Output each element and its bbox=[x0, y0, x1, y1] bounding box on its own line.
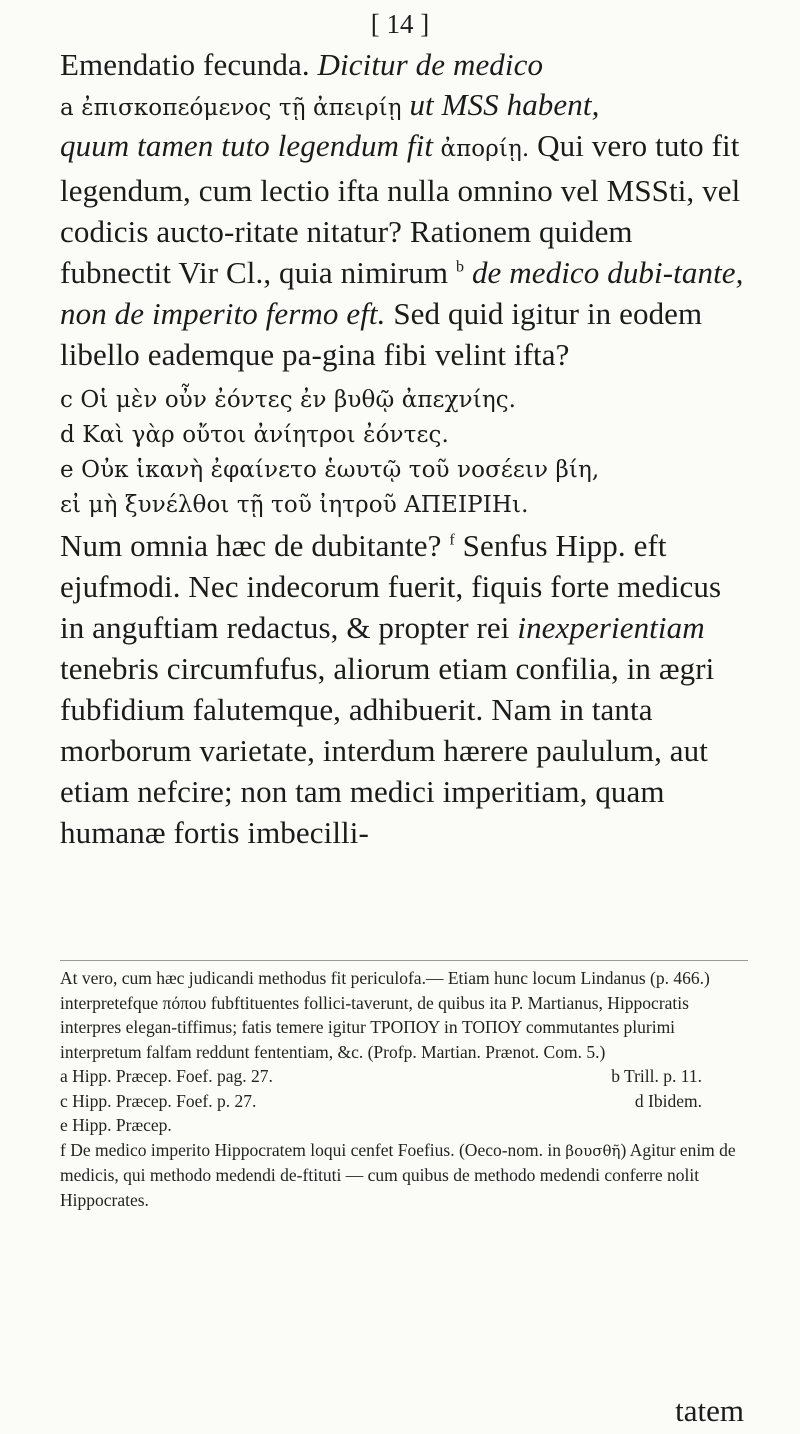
footnote-ref-e: e Hipp. Præcep. bbox=[60, 1115, 172, 1135]
greek-quote-a: a ἐπισκοπεόμενος τῇ ἀπειρίῃ bbox=[60, 95, 402, 121]
footnote-ref-b: b Trill. p. 11. bbox=[611, 1066, 702, 1086]
text-de-medico: de medico dubi-tante, non de imperito fermo eft. bbox=[60, 255, 744, 331]
catchword: tatem bbox=[675, 1393, 744, 1428]
greek-line-a bbox=[60, 88, 748, 125]
footnote-intro bbox=[60, 966, 748, 1064]
paragraph-emendatio bbox=[60, 44, 748, 85]
text-inexperientiam: inexperientiam bbox=[517, 610, 705, 645]
footnote-marker-b: b bbox=[455, 258, 465, 276]
footnote-f-text: f De medico imperito Hippocratem loqui cenfet Foefius. (Oeco-nom. in bbox=[60, 1139, 566, 1160]
text-quum: quum tamen tuto legendum fit bbox=[60, 128, 434, 163]
footnote-f-close: ) bbox=[620, 1139, 627, 1160]
footnote-fatis: fatis temere igitur bbox=[237, 1017, 366, 1037]
greek-quote-d: d Καὶ γὰρ οὔτοι ἀνίητροι ἐόντες. bbox=[60, 422, 449, 448]
footnotes bbox=[60, 966, 748, 1212]
text-dicitur: Dicitur de medico bbox=[317, 47, 544, 82]
page-number: [ 14 ] bbox=[370, 9, 430, 39]
text-num-omnia: Num omnia hæc de dubitante? bbox=[60, 528, 442, 563]
text-qui-vero: Qui vero tuto fit legendum, cum lectio ifta nulla omnino vel MSSti, vel codicis aucto-ritate nitatur? Rationem quidem fubnectit Vir Cl., quia nimirum bbox=[60, 128, 741, 290]
footnote-in: in bbox=[439, 1017, 458, 1037]
footnote-ref-a: a Hipp. Præcep. Foef. pag. 27. bbox=[60, 1066, 273, 1086]
footnote-ref-d: d Ibidem. bbox=[634, 1090, 702, 1111]
text-tenebris: tenebris circumfufus, aliorum etiam confilia, in ægri fubfidium falutemque, adhibuerit. Nam in tanta morborum varietate, interdum hærere paululum, aut etiam nefcire; non tam medici imperitiam, quam humanæ fortis imbecilli- bbox=[60, 651, 715, 850]
footnote-f-greek: βουσθῆ bbox=[565, 1141, 621, 1160]
footnote-profp: &c. (Profp. Martian. Prænot. Com. 5.) bbox=[333, 1041, 606, 1062]
footnote-tropou: ΤΡΟΠΟΥ bbox=[365, 1017, 440, 1037]
footnote-etiam: Etiam hunc locum Lindanus (p. 466.) interpretefque πόπου fubftituentes follici-taverunt, de quibus ita P. Martianus, Hippocratis interpres elegan-tiffimus; bbox=[60, 968, 710, 1037]
text-senfus: Senfus Hipp. eft ejufmodi. Nec indecorum fuerit, fiquis forte medicus in anguftiam redactus, & propter rei bbox=[60, 528, 722, 645]
footnote-refs-ab bbox=[60, 1064, 748, 1089]
footnote-at-vero: At vero, cum hæc judicandi methodus fit periculofa.— bbox=[60, 968, 444, 988]
greek-aporie: ἀπορίῃ. bbox=[433, 136, 530, 162]
footnote-topou: ΤΟΠΟΥ bbox=[457, 1017, 522, 1037]
footnote-ref-c: c Hipp. Præcep. Foef. p. 27. bbox=[60, 1090, 257, 1111]
text-mss-habent: ut MSS habent, bbox=[401, 87, 600, 122]
paragraph-num-omnia bbox=[60, 525, 748, 853]
footnote-refs-cd bbox=[60, 1089, 748, 1114]
greek-quote-c: c Οἱ μὲν οὖν ἐόντες ἐν βυθῷ ἀπεχνίης. bbox=[60, 387, 517, 413]
footnote-divider bbox=[60, 960, 748, 961]
footnote-f-agitur: Agitur enim de medicis, qui methodo medendi de-ftituti — cum quibus de methodo medendi conferre nolit Hippocrates. bbox=[60, 1139, 736, 1210]
greek-quote-e2: εἰ μὴ ξυνέλθοι τῇ τοῦ ἰητροῦ ΑΠΕΙΡΙΗι. bbox=[60, 492, 529, 518]
greek-quote-e1: e Οὐκ ἱκανὴ ἐφαίνετο ἑωυτῷ τοῦ νοσέειν βίη, bbox=[60, 457, 600, 483]
text-sed-quid: Sed quid igitur in eodem libello eademque pa-gina fibi velint ifta? bbox=[60, 296, 703, 372]
paragraph-quum bbox=[60, 125, 748, 375]
footnote-marker-f: f bbox=[449, 531, 455, 549]
footnote-commutantes: commutantes plurimi interpretum falfam reddunt fententiam, bbox=[60, 1017, 676, 1062]
greek-quotations bbox=[60, 383, 748, 523]
main-text bbox=[60, 44, 748, 853]
footnote-ref-f bbox=[60, 1138, 748, 1213]
text-emendatio: Emendatio fecunda. bbox=[60, 47, 318, 82]
